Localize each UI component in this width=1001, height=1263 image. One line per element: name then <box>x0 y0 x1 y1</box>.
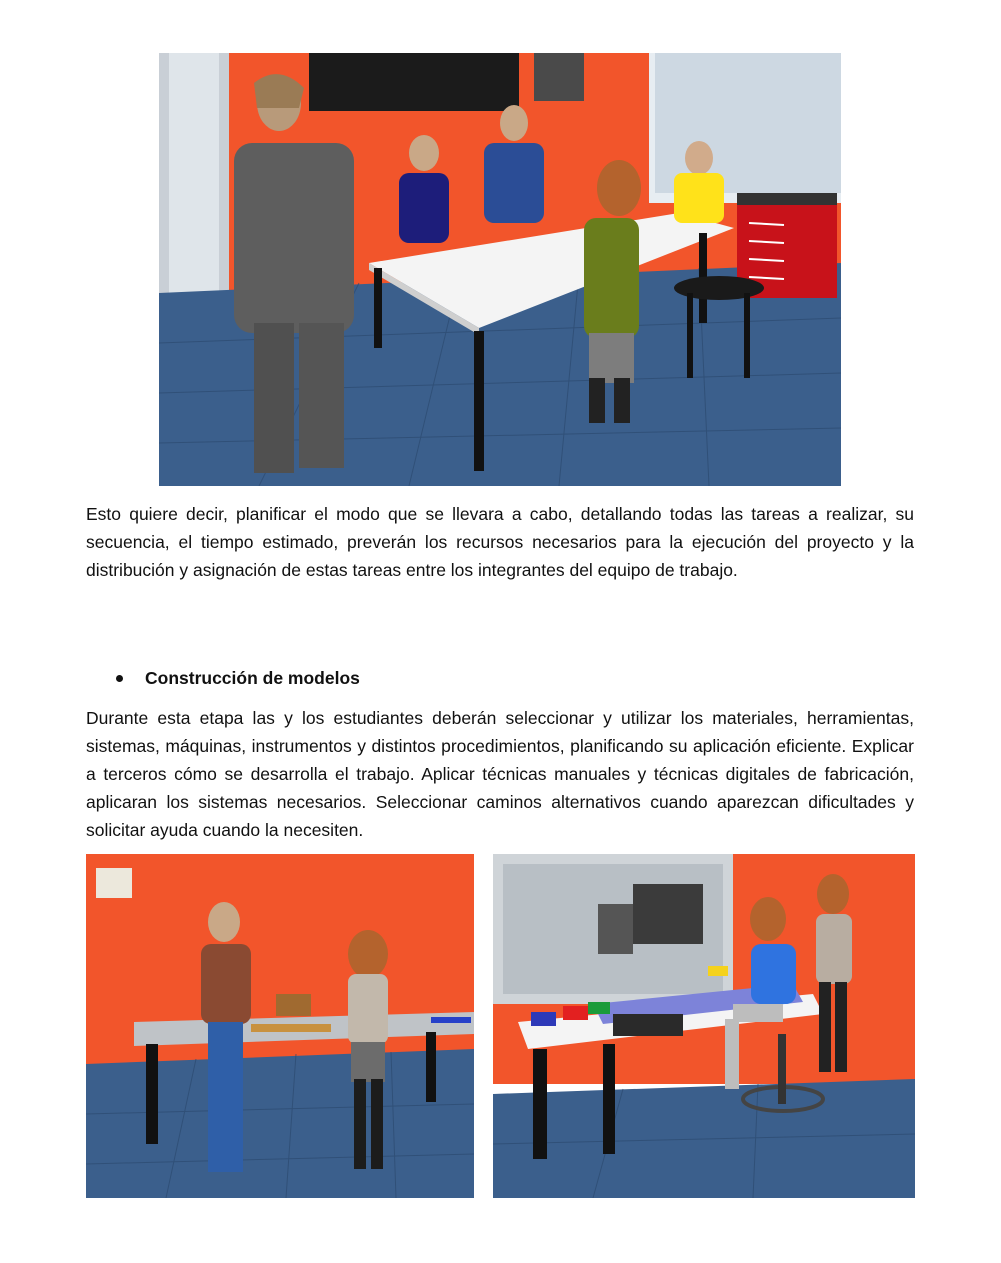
figure-workbench-tools <box>86 854 474 1198</box>
electronics-scene-illustration <box>493 854 915 1198</box>
paragraph-planning: Esto quiere decir, planificar el modo que se llevara a cabo, detallando todas las tareas a realizar, su secuencia, el tiempo estimado, preverán los recursos necesarios para la ejecución del proyecto y la distribución y asignación de estas tareas entre los integrantes del equipo de trabajo. <box>86 504 914 580</box>
paragraph-construction: Durante esta etapa las y los estudiantes deberán seleccionar y utilizar los materiales, herramientas, sistemas, máquinas, instrumentos y distintos procedimientos, planificando su aplicación eficiente. Explicar a terceros cómo se desarrolla el trabajo. Aplicar técnicas manuales y técnicas digitales de fabricación, aplicaran los sistemas necesarios. Seleccionar caminos alternativos cuando aparezcan dificultades y solicitar ayuda cuando la necesiten. <box>86 708 914 840</box>
section-heading <box>112 664 360 692</box>
classroom-scene-illustration <box>159 53 841 486</box>
bullet-icon <box>116 675 123 682</box>
figure-electronics-station <box>493 854 915 1198</box>
section-heading-text: Construcción de modelos <box>145 668 360 688</box>
workbench-scene-illustration <box>86 854 474 1198</box>
figure-classroom-planning <box>159 53 841 486</box>
